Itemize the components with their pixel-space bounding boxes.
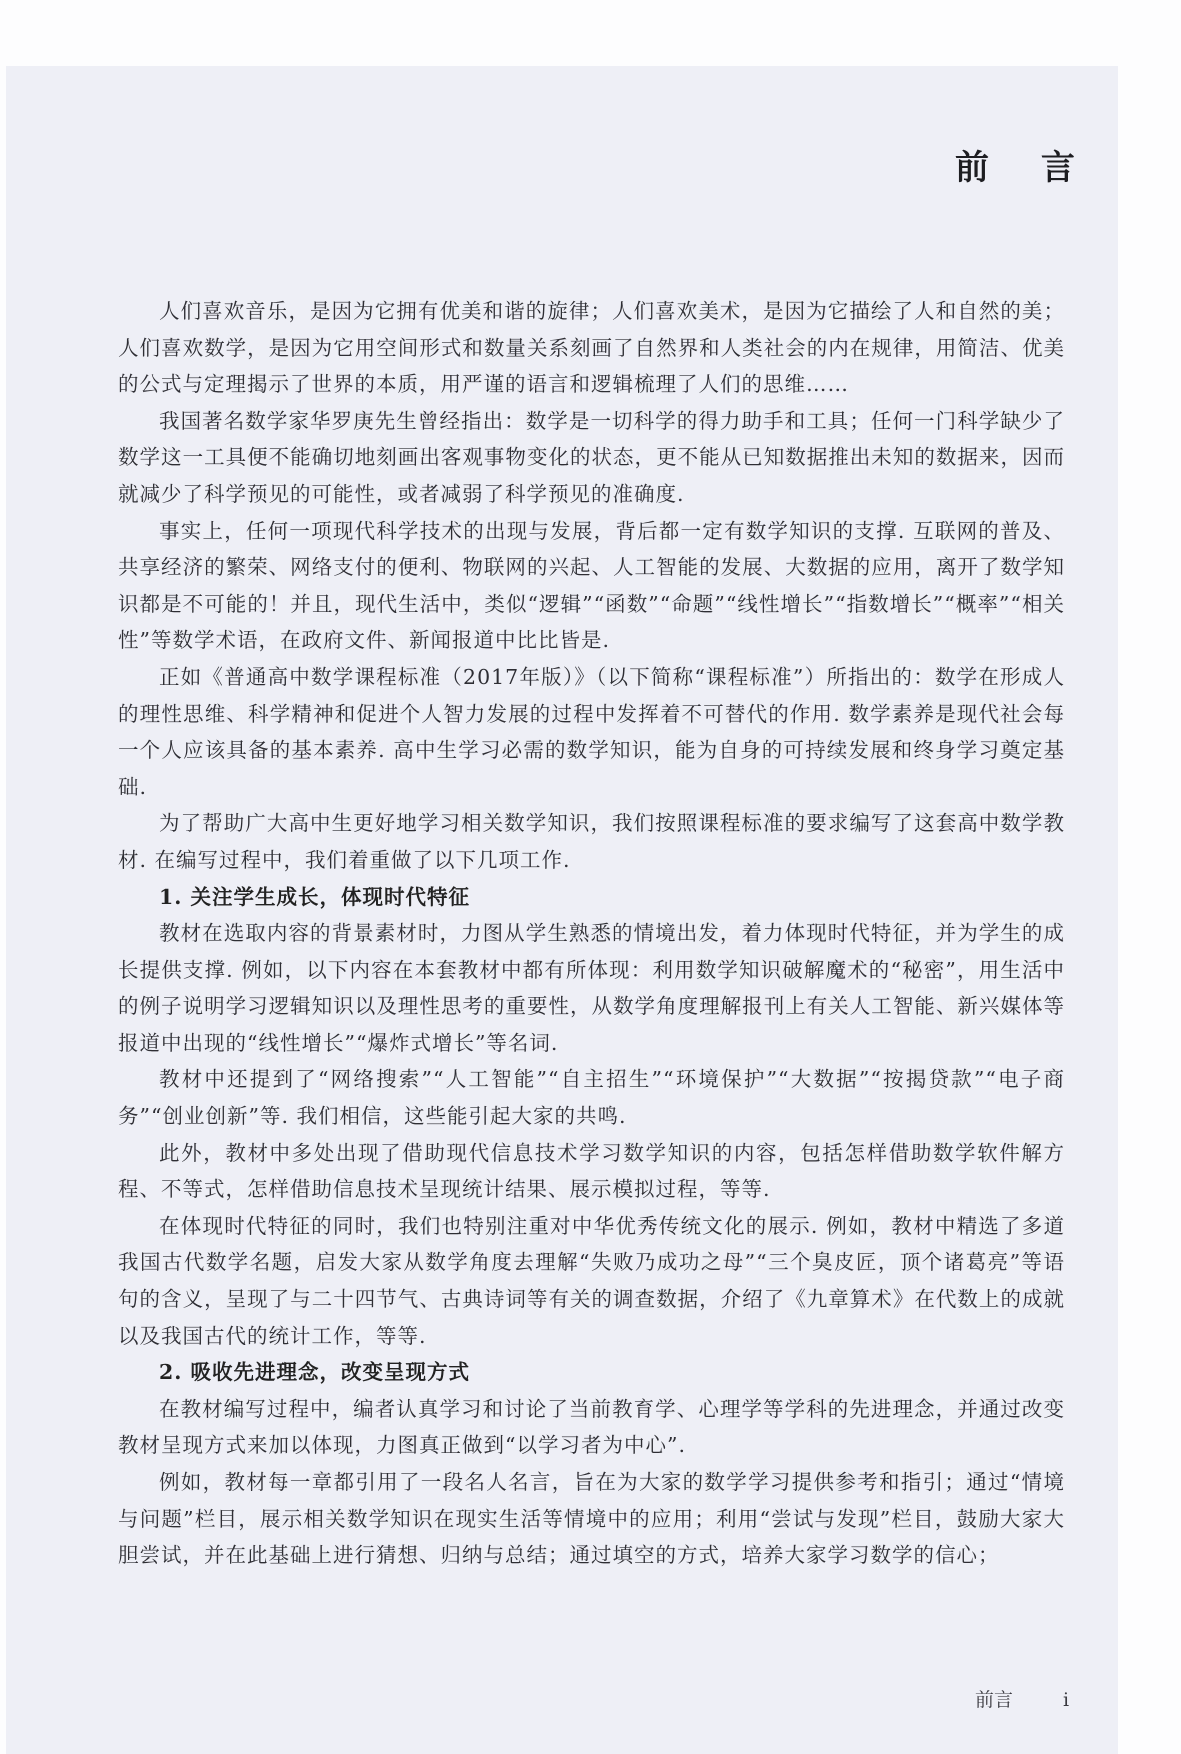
page-title: 前 言 bbox=[955, 148, 1095, 188]
paragraph: 例如，教材每一章都引用了一段名人名言，旨在为大家的数学学习提供参考和指引；通过“情境与问题”栏目，展示相关数学知识在现实生活等情境中的应用；利用“尝试与发现”栏目，鼓励大家大胆尝试，并在此基础上进行猜想、归纳与总结；通过填空的方式，培养大家学习数学的信心； bbox=[118, 1470, 1065, 1568]
preface-body bbox=[118, 293, 1065, 1574]
paragraph: 在教材编写过程中，编者认真学习和讨论了当前教育学、心理学等学科的先进理念，并通过改变教材呈现方式来加以体现，力图真正做到“以学习者为中心”. bbox=[118, 1396, 1065, 1458]
paragraph: 教材在选取内容的背景素材时，力图从学生熟悉的情境出发，着力体现时代特征，并为学生的成长提供支撑. 例如，以下内容在本套教材中都有所体现：利用数学知识破解魔术的“秘密”，用生活中的例子说明学习逻辑知识以及理性思考的重要性，从数学角度理解报刊上有关人工智能、新兴媒体等报道中出现的“线性增长”“爆炸式增长”等名词. bbox=[118, 921, 1065, 1055]
section-heading: 2. 吸收先进理念，改变呈现方式 bbox=[159, 1360, 471, 1385]
paragraph: 正如《普通高中数学课程标准（2017年版）》（以下简称“课程标准”）所指出的：数学在形成人的理性思维、科学精神和促进个人智力发展的过程中发挥着不可替代的作用. 数学素养是现代社会每一个人应该具备的基本素养. 高中生学习必需的数学知识，能为自身的可持续发展和终身学习奠定基础. bbox=[118, 664, 1065, 799]
paragraph: 教材中还提到了“网络搜索”“人工智能”“自主招生”“环境保护”“大数据”“按揭贷款”“电子商务”“创业创新”等. 我们相信，这些能引起大家的共鸣. bbox=[118, 1067, 1065, 1129]
paragraph: 事实上，任何一项现代科学技术的出现与发展，背后都一定有数学知识的支撑. 互联网的普及、共享经济的繁荣、网络支付的便利、物联网的兴起、人工智能的发展、大数据的应用，离开了数学知识都是不可能的！并且，现代生活中，类似“逻辑”“函数”“命题”“线性增长”“指数增长”“概率”“相关性”等数学术语，在政府文件、新闻报道中比比皆是. bbox=[118, 518, 1065, 653]
page-number: i bbox=[1063, 1689, 1070, 1711]
page-footer bbox=[975, 1685, 1069, 1712]
paragraph: 我国著名数学家华罗庚先生曾经指出：数学是一切科学的得力助手和工具；任何一门科学缺少了数学这一工具便不能确切地刻画出客观事物变化的状态，更不能从已知数据推出未知的数据来，因而就减少了科学预见的可能性，或者减弱了科学预见的准确度. bbox=[118, 408, 1065, 506]
paragraph: 此外，教材中多处出现了借助现代信息技术学习数学知识的内容，包括怎样借助数学软件解方程、不等式，怎样借助信息技术呈现统计结果、展示模拟过程，等等. bbox=[118, 1140, 1065, 1202]
paragraph: 人们喜欢音乐，是因为它拥有优美和谐的旋律；人们喜欢美术，是因为它描绘了人和自然的美；人们喜欢数学，是因为它用空间形式和数量关系刻画了自然界和人类社会的内在规律，用简洁、优美的公式与定理揭示了世界的本质，用严谨的语言和逻辑梳理了人们的思维…… bbox=[118, 299, 1065, 397]
paragraph: 为了帮助广大高中生更好地学习相关数学知识，我们按照课程标准的要求编写了这套高中数学教材. 在编写过程中，我们着重做了以下几项工作. bbox=[118, 811, 1065, 872]
footer-label: 前言 bbox=[975, 1689, 1014, 1711]
section-heading: 1. 关注学生成长，体现时代特征 bbox=[159, 884, 471, 909]
paragraph: 在体现时代特征的同时，我们也特别注重对中华优秀传统文化的展示. 例如，教材中精选了多道我国古代数学名题，启发大家从数学角度去理解“失败乃成功之母”“三个臭皮匠，顶个诸葛亮”等语句的含义，呈现了与二十四节气、古典诗词等有关的调查数据，介绍了《九章算术》在代数上的成就以及我国古代的统计工作，等等. bbox=[118, 1213, 1065, 1348]
